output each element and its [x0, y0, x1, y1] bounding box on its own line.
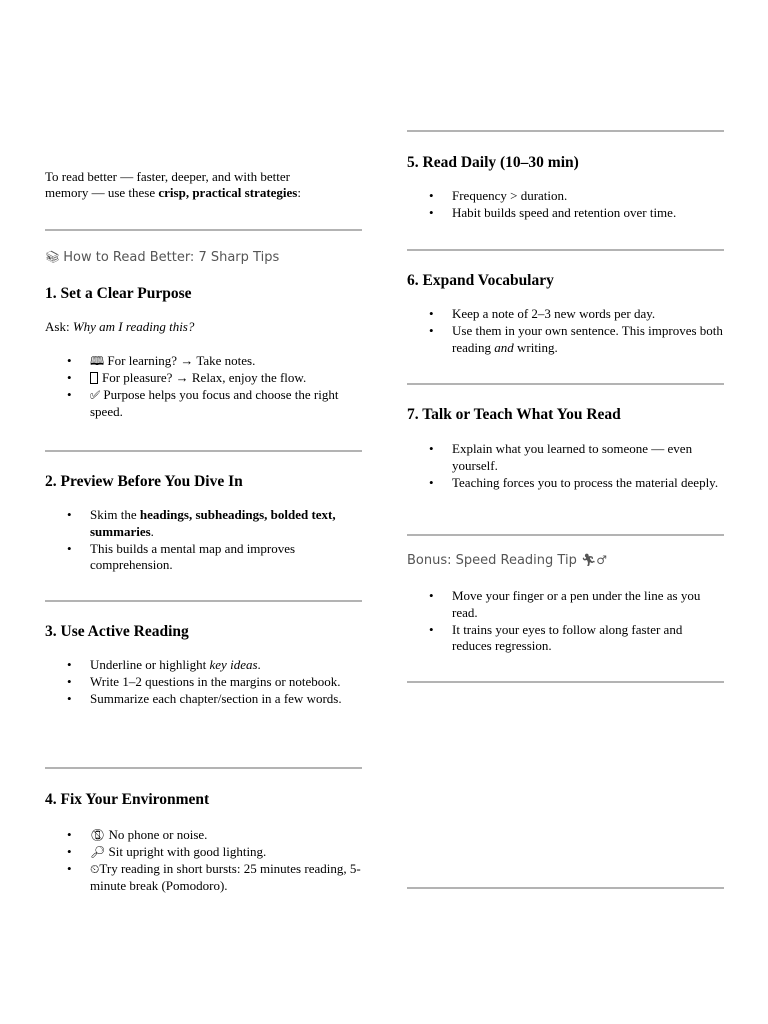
- section-6-list: [407, 306, 724, 357]
- list-item: • Use them in your own sentence. This improves both reading and writing.: [407, 323, 724, 356]
- section-4-list: [45, 827, 362, 895]
- list-item: • Teaching forces you to process the material deeply.: [407, 475, 724, 492]
- section-2-title: 2. Preview Before You Dive In: [45, 473, 243, 490]
- intro-emphasis: crisp, practical strategies: [158, 185, 298, 200]
- divider: [45, 767, 362, 769]
- section-1-ask: [45, 319, 362, 335]
- list-item: • 🕮 For learning? → Take notes.: [45, 353, 362, 370]
- ask-question: Why am I reading this?: [72, 319, 195, 334]
- divider: [45, 600, 362, 602]
- divider: [407, 534, 724, 536]
- section-5-list: [407, 188, 724, 222]
- subtitle: [45, 249, 362, 266]
- check-mark-icon: ✅︎: [90, 388, 101, 402]
- section-1-list: [45, 353, 362, 421]
- timer-icon: ⏲︎: [90, 862, 100, 876]
- divider: [407, 130, 724, 132]
- section-7-title: 7. Talk or Teach What You Read: [407, 406, 621, 423]
- section-3-title: 3. Use Active Reading: [45, 623, 189, 640]
- books-icon: 📚︎: [45, 250, 61, 264]
- list-item: • 📵︎ No phone or noise.: [45, 827, 362, 844]
- list-item: • Explain what you learned to someone — even yourself.: [407, 441, 724, 474]
- list-item: • Move your finger or a pen under the line as you read.: [407, 588, 724, 621]
- no-phone-icon: 📵︎: [90, 828, 106, 842]
- list-item: • ⏲︎Try reading in short bursts: 25 minutes reading, 5-minute break (Pomodoro).: [45, 861, 362, 894]
- list-item: • ✅︎ Purpose helps you focus and choose the right speed.: [45, 387, 362, 420]
- list-item: • Skim the headings, subheadings, bolded text, summaries.: [45, 507, 362, 540]
- divider: [407, 383, 724, 385]
- list-item: • Write 1–2 questions in the margins or notebook.: [45, 674, 362, 691]
- list-item: • It trains your eyes to follow along faster and reduces regression.: [407, 622, 724, 655]
- list-item: • Habit builds speed and retention over time.: [407, 205, 724, 222]
- section-1-title: 1. Set a Clear Purpose: [45, 285, 192, 302]
- divider: [45, 229, 362, 231]
- bonus-list: [407, 588, 724, 655]
- section-6-title: 6. Expand Vocabulary: [407, 272, 554, 289]
- list-item: • Keep a note of 2–3 new words per day.: [407, 306, 724, 323]
- list-item: • For pleasure? → Relax, enjoy the flow.: [45, 370, 362, 387]
- list-item: • Frequency > duration.: [407, 188, 724, 205]
- list-item: • This builds a mental map and improves comprehension.: [45, 541, 362, 574]
- bonus-title: [407, 552, 724, 569]
- section-3-list: [45, 657, 362, 708]
- divider: [407, 887, 724, 889]
- section-4-title: 4. Fix Your Environment: [45, 791, 210, 808]
- list-item: • Summarize each chapter/section in a few words.: [45, 691, 362, 708]
- intro-line2-prefix: memory — use these: [45, 185, 159, 200]
- intro-paragraph: [45, 169, 362, 201]
- divider: [45, 450, 362, 452]
- subtitle-text: How to Read Better: 7 Sharp Tips: [63, 250, 280, 265]
- divider: [407, 681, 724, 683]
- bonus-title-text: Bonus: Speed Reading Tip: [407, 553, 577, 568]
- list-item: • 🔎︎ Sit upright with good lighting.: [45, 844, 362, 861]
- intro-line1: To read better — faster, deeper, and with better: [45, 169, 290, 184]
- list-item: • Underline or highlight key ideas.: [45, 657, 362, 674]
- ask-label: Ask:: [45, 319, 73, 334]
- section-2-list: [45, 507, 362, 574]
- section-7-list: [407, 441, 724, 492]
- section-5-title: 5. Read Daily (10–30 min): [407, 154, 579, 171]
- intro-line2-suffix: :: [297, 185, 301, 200]
- open-book-icon: 🕮: [90, 354, 105, 368]
- running-man-icon: 🏃︎♂: [580, 553, 607, 567]
- lamp-icon: 🔎︎: [90, 845, 106, 859]
- divider: [407, 249, 724, 251]
- pleasure-icon: [90, 372, 98, 384]
